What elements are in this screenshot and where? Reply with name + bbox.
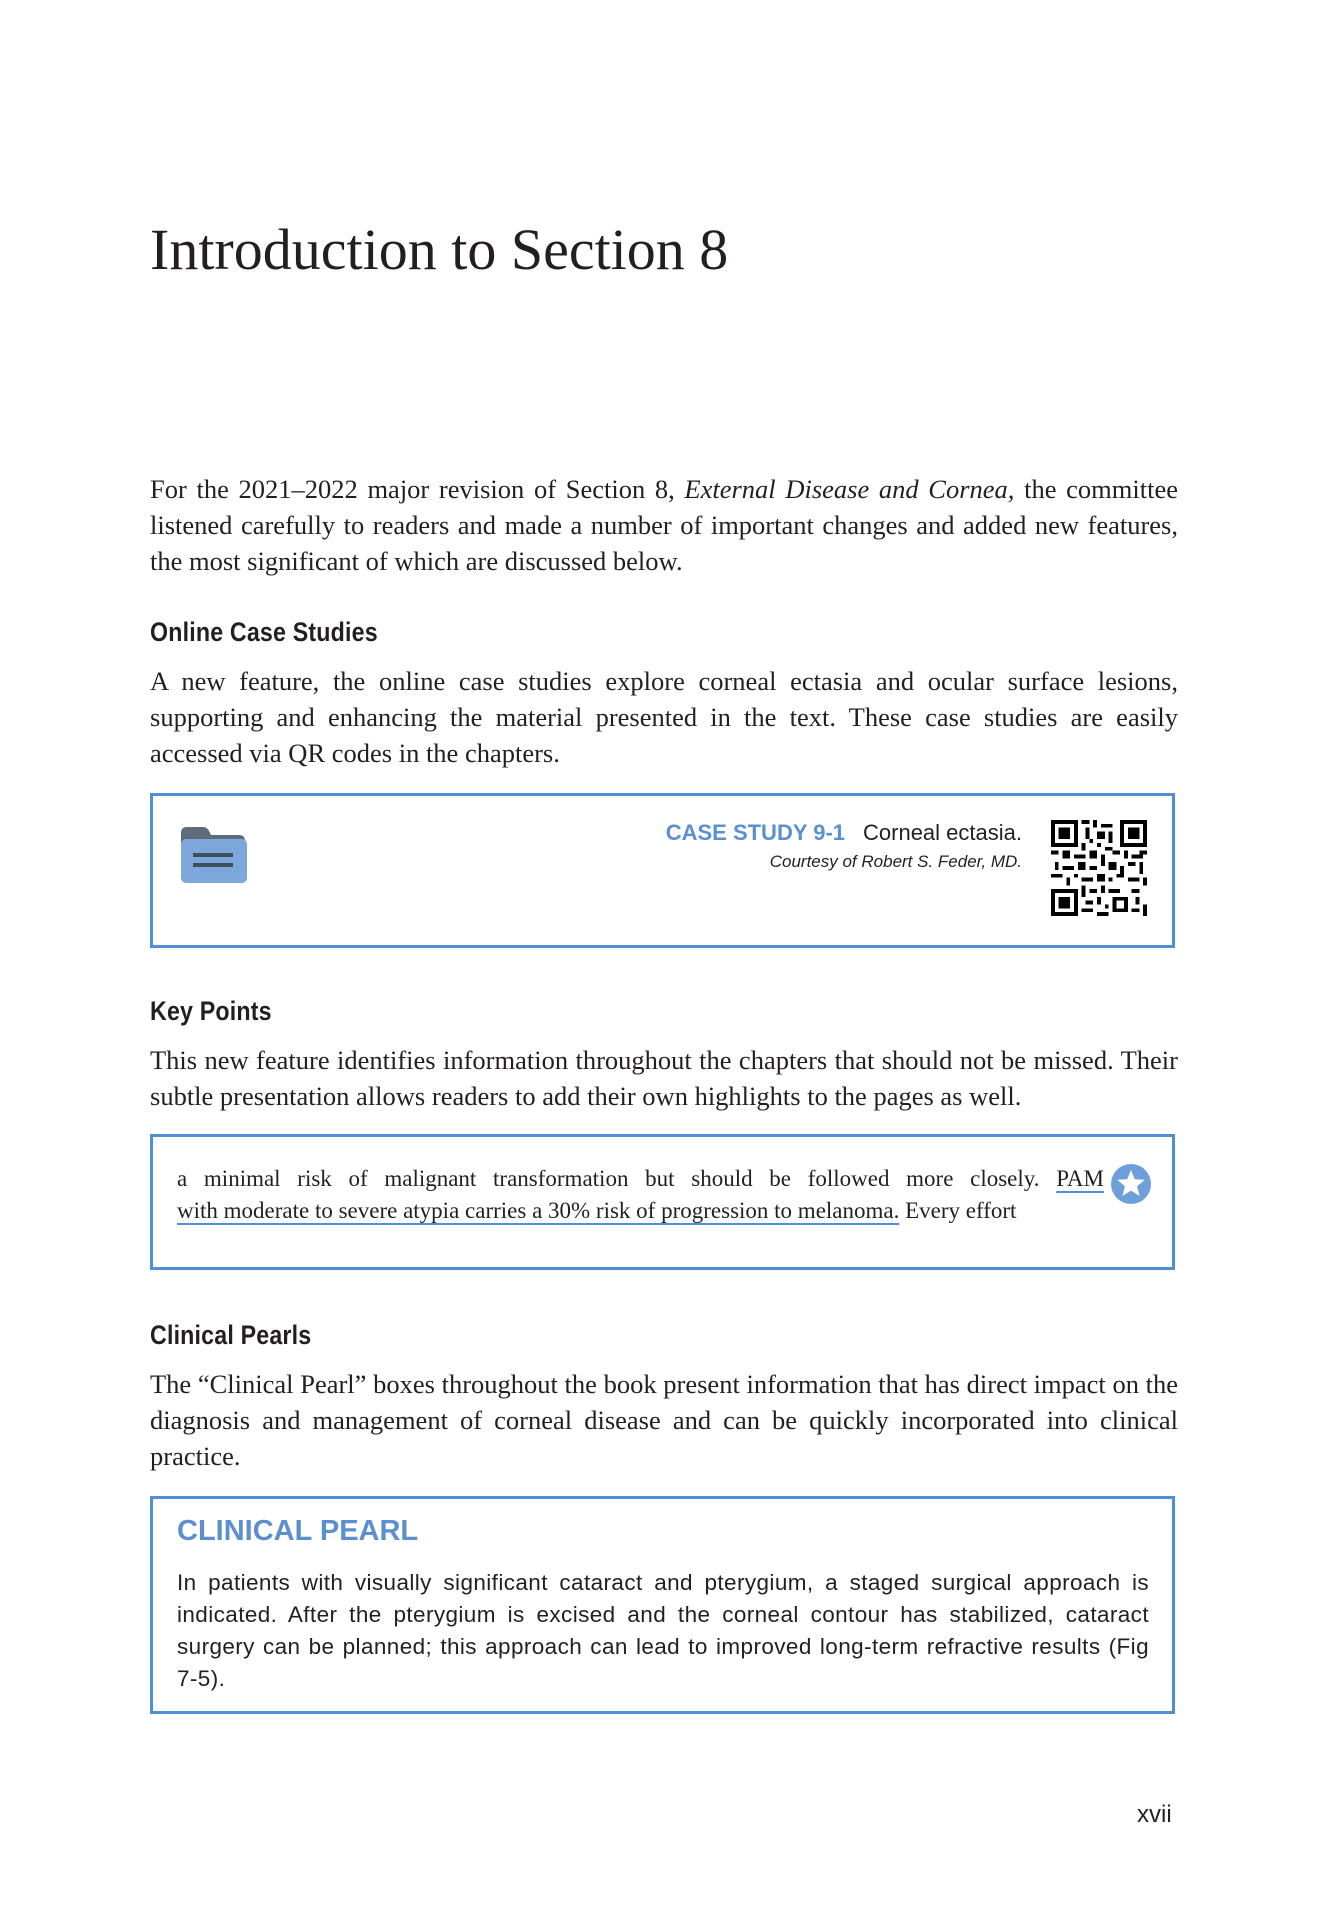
excerpt-plain-1: a minimal risk of malignant transformation but should be followed more closely. — [177, 1166, 1057, 1191]
clinical-pearl-box — [150, 1496, 1175, 1714]
intro-text-after: the committee listened carefully to readers and made a number of important changes and added new features, the most significant of which are discussed below. — [150, 474, 1178, 576]
case-study-box — [150, 793, 1175, 948]
case-study-title: Corneal ectasia. — [863, 820, 1022, 845]
chapter-title: Introduction to Section 8 — [150, 217, 729, 282]
clinical-pearl-heading: CLINICAL PEARL — [177, 1515, 419, 1547]
clinical-pearl-text: In patients with visually significant cataract and pterygium, a staged surgical approach is indicated. After the pterygium is excised and the corneal contour has stabilized, cataract surgery can be planned; this approach can lead to improved long-term refractive results (Fig 7-5). — [177, 1570, 1149, 1691]
intro-text-before: For the 2021–2022 major revision of Section 8, — [150, 474, 685, 504]
intro-italic-title: External Disease and Cornea, — [684, 474, 1015, 504]
intro-paragraph — [150, 471, 1178, 579]
key-points-paragraph: This new feature identifies information throughout the chapters that should not be missed. Their subtle presentation allows readers to add their own highlights to the pages as well. — [150, 1045, 1178, 1111]
clinical-pearls-paragraph: The “Clinical Pearl” boxes throughout the book present information that has direct impact on the diagnosis and management of corneal disease and can be quickly incorporated into clinical practice. — [150, 1369, 1178, 1471]
case-study-label — [666, 820, 1022, 846]
key-points-heading: Key Points — [150, 996, 272, 1026]
case-study-credit: Courtesy of Robert S. Feder, MD. — [769, 852, 1022, 871]
key-points-excerpt — [177, 1163, 1104, 1227]
page-number: xvii — [1137, 1801, 1172, 1828]
clinical-pearls-heading: Clinical Pearls — [150, 1320, 312, 1350]
excerpt-highlight-2: with moderate to severe atypia carries a 30% risk of progression to melanoma. — [177, 1198, 900, 1223]
case-studies-heading: Online Case Studies — [150, 617, 378, 647]
key-points-excerpt-line-2 — [177, 1195, 1104, 1227]
star-icon — [1110, 1163, 1152, 1205]
excerpt-plain-2: Every effort — [899, 1198, 1017, 1223]
qr-code-icon[interactable] — [1051, 820, 1147, 916]
folder-icon — [179, 823, 247, 885]
case-studies-paragraph: A new feature, the online case studies explore corneal ectasia and ocular surface lesions, supporting and enhancing the material presented in the text. These case studies are easily accessed via QR codes in the chapters. — [150, 666, 1178, 768]
case-study-id: CASE STUDY 9-1 — [665, 820, 846, 845]
key-points-box — [150, 1134, 1175, 1270]
key-points-excerpt-line-1 — [177, 1163, 1104, 1195]
excerpt-highlight-1: PAM — [1056, 1166, 1104, 1191]
